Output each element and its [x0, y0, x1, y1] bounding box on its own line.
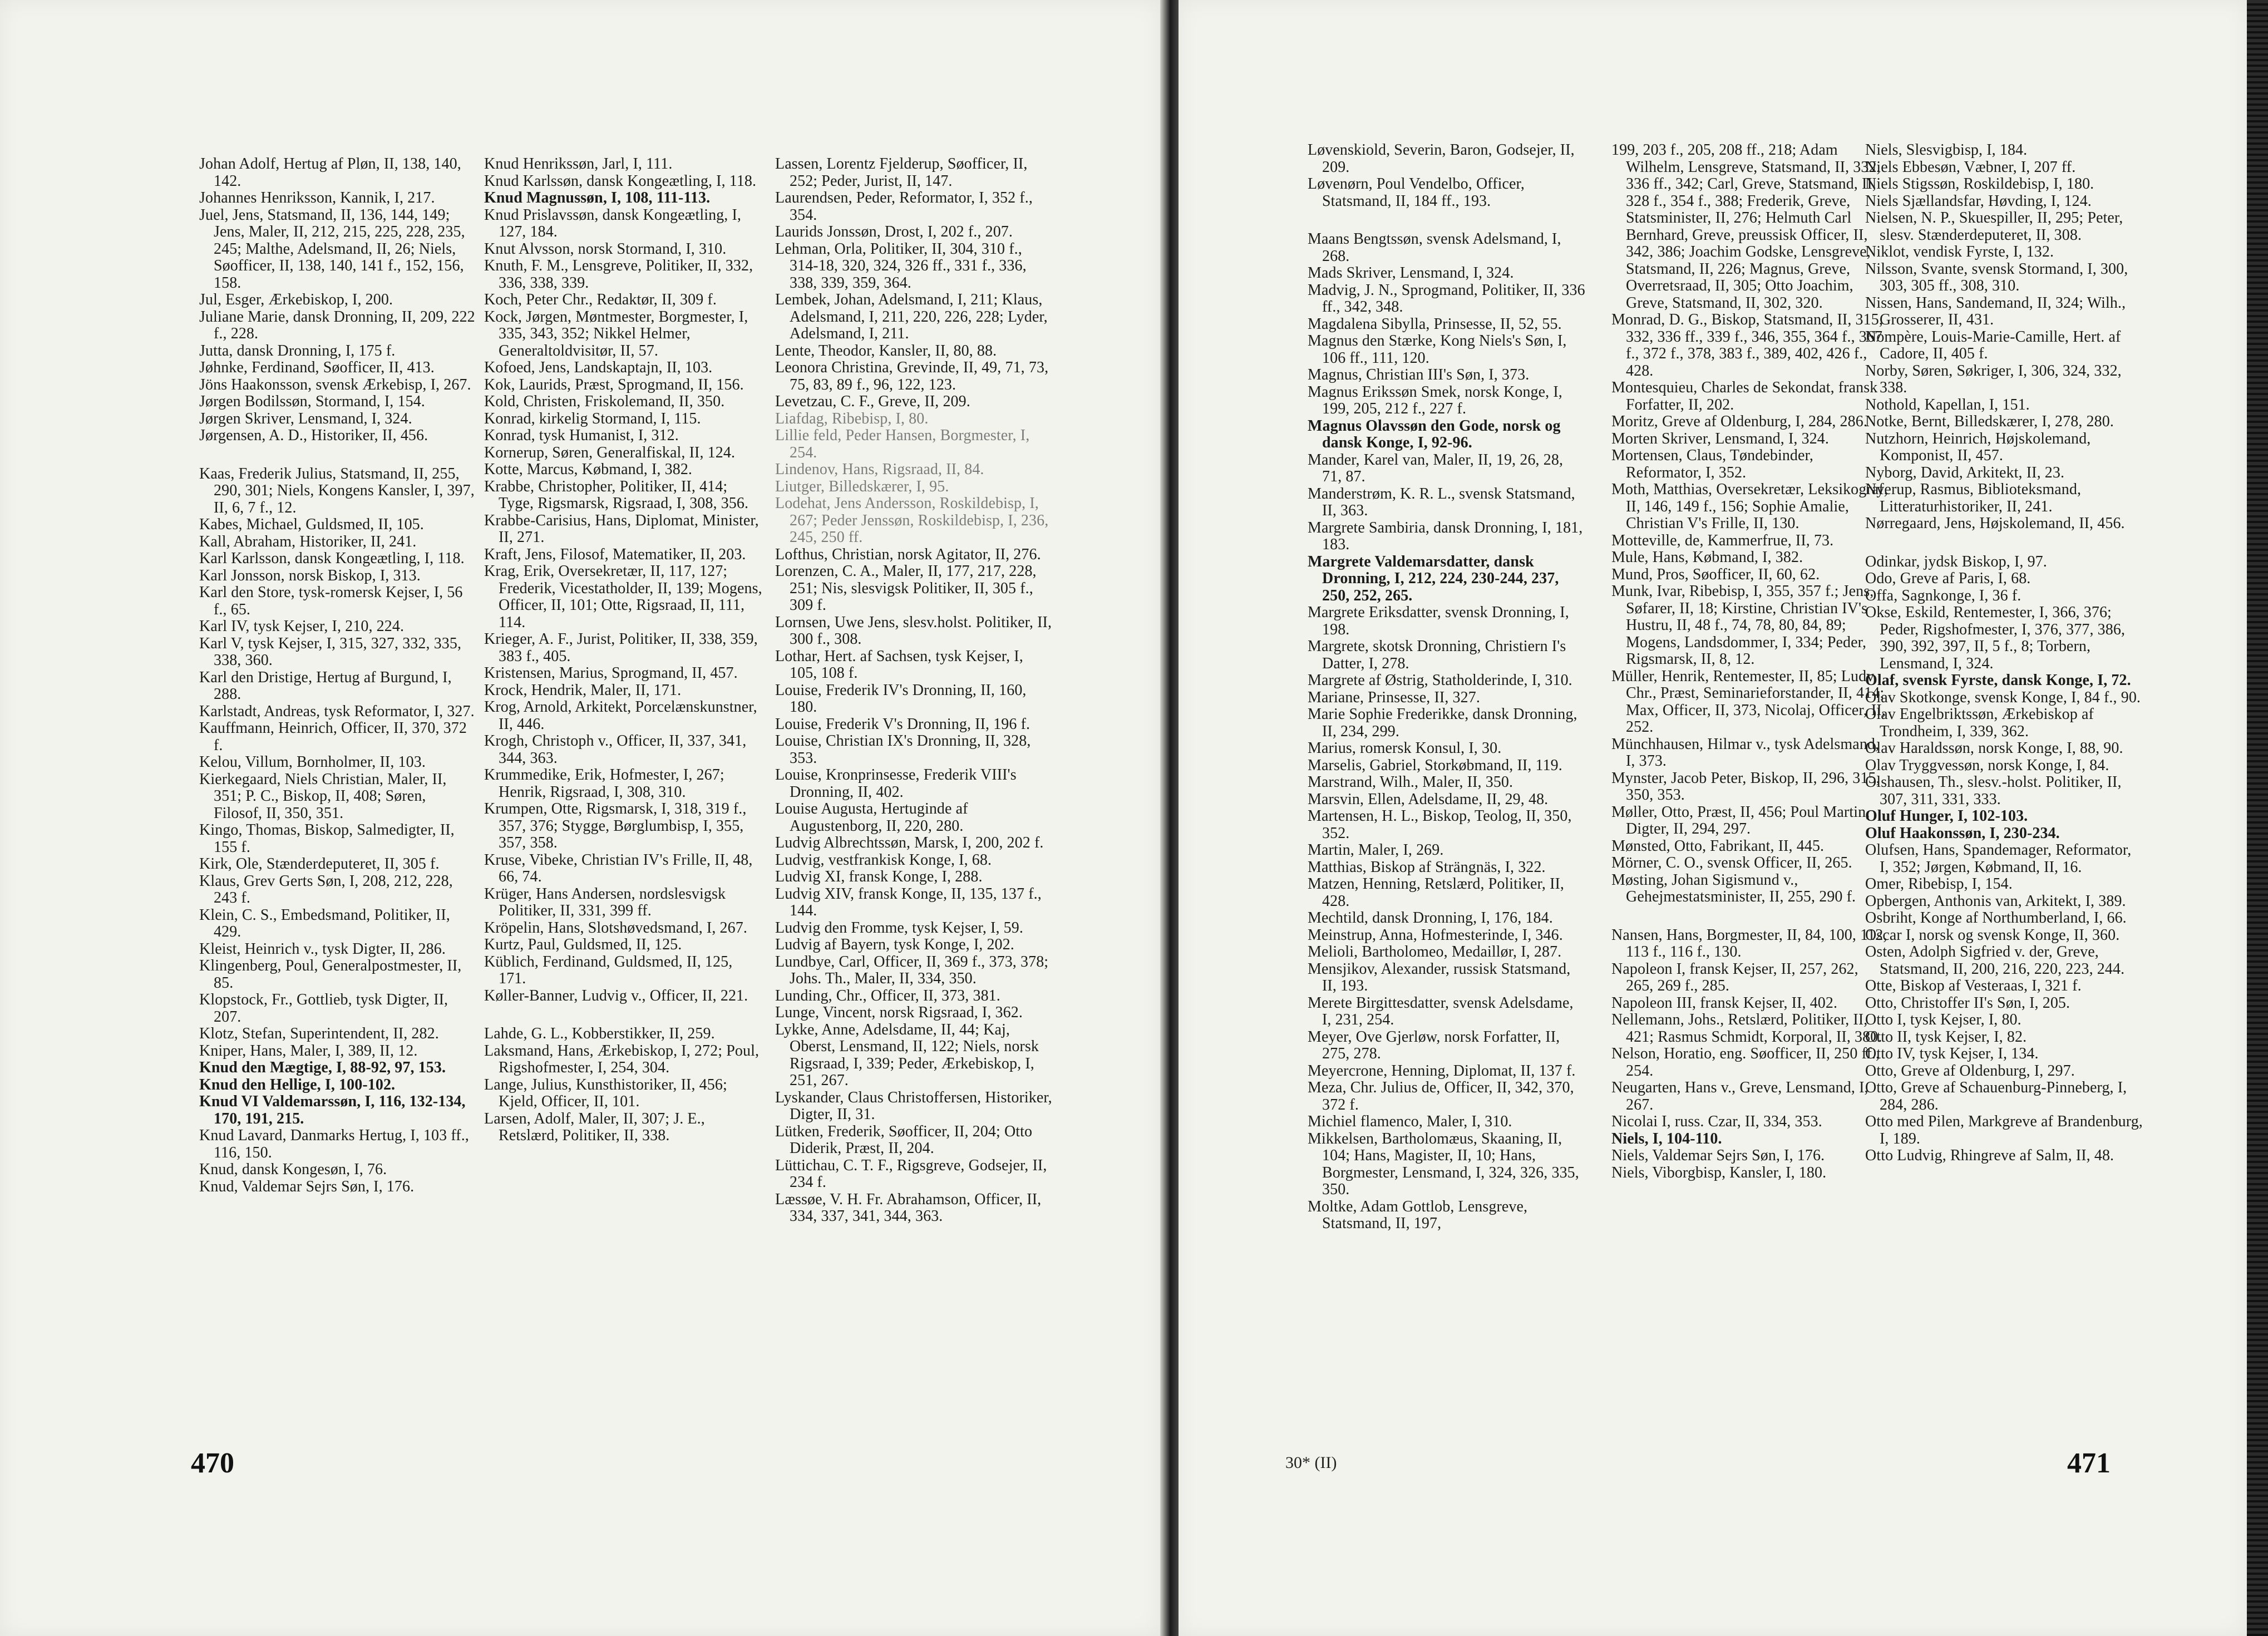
index-entry: Krabbe-Carisius, Hans, Diplomat, Minister, II, 271. — [484, 511, 759, 546]
index-entry: Niels, Valdemar Sejrs Søn, I, 176. — [1611, 1147, 1825, 1164]
index-entry: Knud Magnussøn, I, 108, 111-113. — [484, 189, 711, 206]
index-entry: Jøhnke, Ferdinand, Søofficer, II, 413. — [199, 359, 435, 376]
page-number-left: 470 — [191, 1447, 234, 1479]
index-entry: Neugarten, Hans v., Greve, Lensmand, I, 267. — [1611, 1079, 1868, 1113]
index-entry: Olav Tryggvessøn, norsk Konge, I, 84. — [1865, 756, 2109, 774]
index-entry: Lunding, Chr., Officer, II, 373, 381. — [775, 987, 1000, 1004]
index-entry: Otto, Greve af Schauenburg-Pinneberg, I, 284, 286. — [1865, 1079, 2127, 1113]
index-entry: Niels Ebbesøn, Væbner, I, 207 ff. — [1865, 158, 2076, 176]
index-entry: Krüger, Hans Andersen, nordslesvigsk Politiker, II, 331, 399 ff. — [484, 885, 726, 919]
index-entry: Magnus Olavssøn den Gode, norsk og dansk Konge, I, 92-96. — [1308, 417, 1561, 451]
index-entry: Magnus, Christian III's Søn, I, 373. — [1308, 366, 1530, 383]
index-entry: Moth, Matthias, Oversekretær, Leksikograf, II, 146, 149 f., 156; Sophie Amalie, Christian V's Frille, II, 130. — [1611, 481, 1888, 532]
index-entry: Lehman, Orla, Politiker, II, 304, 310 f., 314-18, 320, 324, 326 ff., 331 f., 336, 338, 339, 359, 364. — [775, 240, 1027, 292]
index-entry: Meza, Chr. Julius de, Officer, II, 342, 370, 372 f. — [1308, 1079, 1574, 1113]
index-entry: Nørregaard, Jens, Højskolemand, II, 456. — [1865, 515, 2125, 532]
index-entry: Lyskander, Claus Christoffersen, Historiker, Digter, II, 31. — [775, 1088, 1052, 1123]
index-entry: Knut Alvsson, norsk Stormand, I, 310. — [484, 240, 727, 258]
index-entry: Otte, Biskop af Vesteraas, I, 321 f. — [1865, 977, 2082, 994]
index-entry: Kurtz, Paul, Guldsmed, II, 125. — [484, 936, 682, 953]
index-entry: Nutzhorn, Heinrich, Højskolemand, Komponist, II, 457. — [1865, 430, 2091, 464]
index-entry: Offa, Sagnkonge, I, 36 f. — [1865, 587, 2022, 604]
index-entry: Juliane Marie, dansk Dronning, II, 209, 222 f., 228. — [199, 308, 475, 342]
index-entry: Lüttichau, C. T. F., Rigsgreve, Godsejer, II, 234 f. — [775, 1156, 1047, 1191]
index-entry: Martin, Maler, I, 269. — [1308, 841, 1444, 859]
index-entry: Münchhausen, Hilmar v., tysk Adelsmand, I, 373. — [1611, 735, 1880, 770]
index-entry: Munk, Ivar, Ribebisp, I, 355, 357 f.; Jens, Søfarer, II, 18; Kirstine, Christian IV's Hustru, II, 48 f., 74, 78, 80, 84, 89; Mogens, Landsdommer, I, 334; Peder, Rigsmarsk, II, 8, 12. — [1611, 583, 1874, 668]
index-entry: Jutta, dansk Dronning, I, 175 f. — [199, 342, 396, 359]
index-entry: Nelson, Horatio, eng. Søofficer, II, 250 ff., 254. — [1611, 1045, 1880, 1080]
index-entry: Mads Skriver, Lensmand, I, 324. — [1308, 264, 1514, 282]
index-entry: Nielsen, N. P., Skuespiller, II, 295; Peter, slesv. Stænderdeputeret, II, 308. — [1865, 209, 2123, 244]
index-entry: Montesquieu, Charles de Sekondat, fransk Forfatter, II, 202. — [1611, 379, 1878, 413]
index-entry: Johannes Henriksson, Kannik, I, 217. — [199, 189, 435, 206]
index-entry: Kruse, Vibeke, Christian IV's Frille, II, 48, 66, 74. — [484, 851, 753, 885]
index-entry: Louise, Frederik IV's Dronning, II, 160, 180. — [775, 681, 1027, 716]
index-entry: Mörner, C. O., svensk Officer, II, 265. — [1611, 854, 1852, 871]
index-entry: Nellemann, Johs., Retslærd, Politiker, II, 421; Rasmus Schmidt, Korporal, II, 380. — [1611, 1011, 1882, 1046]
index-column-4 — [1308, 142, 1586, 1233]
index-entry: Køller-Banner, Ludvig v., Officer, II, 221. — [484, 987, 748, 1004]
index-entry: Knud, Valdemar Sejrs Søn, I, 176. — [199, 1177, 415, 1195]
index-entry: Oluf Hunger, I, 102-103. — [1865, 807, 2028, 825]
index-entry: Louise Augusta, Hertuginde af Augustenborg, II, 220, 280. — [775, 800, 968, 835]
index-entry: Matthias, Biskop af Strängnäs, I, 322. — [1308, 858, 1546, 876]
book-gutter — [1160, 0, 1179, 1636]
index-entry: Magnus den Stærke, Kong Niels's Søn, I, 106 ff., 111, 120. — [1308, 332, 1567, 367]
index-entry: Magnus Erikssøn Smek, norsk Konge, I, 199, 205, 212 f., 227 f. — [1308, 383, 1562, 417]
index-entry: Napoleon I, fransk Kejser, II, 257, 262, 265, 269 f., 285. — [1611, 960, 1858, 994]
index-entry: Krag, Erik, Oversekretær, II, 117, 127; Frederik, Vicestatholder, II, 139; Mogens, Officer, II, 101; Otte, Rigsraad, II, 111, 114. — [484, 563, 762, 631]
index-entry: Lunge, Vincent, norsk Rigsraad, I, 362. — [775, 1004, 1023, 1021]
index-entry: Kierkegaard, Niels Christian, Maler, II, 351; P. C., Biskop, II, 408; Søren, Filosof, II, 350, 351. — [199, 770, 447, 822]
index-entry: Kleist, Heinrich v., tysk Digter, II, 286. — [199, 940, 446, 958]
index-entry: Moltke, Adam Gottlob, Lensgreve, Statsmand, II, 197, — [1308, 1198, 1528, 1232]
index-entry: Kaas, Frederik Julius, Statsmand, II, 255, 290, 301; Niels, Kongens Kansler, I, 397, II, 6, 7 f., 12. — [199, 465, 475, 516]
index-entry: Levetzau, C. F., Greve, II, 209. — [775, 393, 970, 410]
index-entry: Manderstrøm, K. R. L., svensk Statsmand, II, 363. — [1308, 485, 1575, 519]
index-entry: Otto, Greve af Oldenburg, I, 297. — [1865, 1062, 2075, 1080]
index-entry: Marsvin, Ellen, Adelsdame, II, 29, 48. — [1308, 790, 1549, 808]
index-entry: Magdalena Sibylla, Prinsesse, II, 52, 55. — [1308, 315, 1562, 333]
index-entry: Olav Haraldssøn, norsk Konge, I, 88, 90. — [1865, 740, 2123, 757]
index-entry: Norby, Søren, Søkriger, I, 306, 324, 332, 338. — [1865, 362, 2122, 396]
index-entry: Nyerup, Rasmus, Biblioteksmand, Litteraturhistoriker, II, 241. — [1865, 481, 2082, 515]
index-entry: Lorenzen, C. A., Maler, II, 177, 217, 228, 251; Nis, slesvigsk Politiker, II, 305 f., 309 f. — [775, 563, 1037, 614]
index-column-6 — [1865, 142, 2143, 1165]
index-entry: Kornerup, Søren, Generalfiskal, II, 124. — [484, 444, 736, 461]
page-number-right: 471 — [2067, 1447, 2111, 1479]
index-entry: Mule, Hans, Købmand, I, 382. — [1611, 549, 1803, 566]
index-entry: Jørgensen, A. D., Historiker, II, 456. — [199, 427, 428, 444]
index-entry: Motteville, de, Kammerfrue, II, 73. — [1611, 531, 1834, 549]
index-entry: Monrad, D. G., Biskop, Statsmand, II, 315, 332, 336 ff., 339 f., 346, 355, 364 f., 367 f., 372 f., 378, 383 f., 389, 402, 426 f., 428. — [1611, 311, 1883, 380]
index-entry: Morten Skriver, Lensmand, I, 324. — [1611, 430, 1829, 447]
index-entry: Liafdag, Ribebisp, I, 80. — [775, 410, 929, 427]
index-entry: Nyborg, David, Arkitekt, II, 23. — [1865, 464, 2065, 481]
section-gap — [199, 445, 477, 466]
index-entry: Odinkar, jydsk Biskop, I, 97. — [1865, 553, 2047, 570]
signature-mark: 30* (II) — [1285, 1453, 1337, 1472]
index-entry: Krabbe, Christopher, Politiker, II, 414; Tyge, Rigsmarsk, Rigsraad, I, 308, 356. — [484, 477, 749, 512]
index-entry: Knud VI Valdemarssøn, I, 116, 132-134, 170, 191, 215. — [199, 1093, 466, 1127]
index-entry: Margrete af Østrig, Statholderinde, I, 310. — [1308, 672, 1572, 689]
index-entry: Karl IV, tysk Kejser, I, 210, 224. — [199, 618, 405, 635]
index-entry: Knud Prislavssøn, dansk Kongeætling, I, 127, 184. — [484, 206, 742, 240]
index-entry: Jørgen Bodilssøn, Stormand, I, 154. — [199, 393, 425, 410]
index-entry: Lornsen, Uwe Jens, slesv.holst. Politiker, II, 300 f., 308. — [775, 613, 1052, 648]
index-entry: Omer, Ribebisp, I, 154. — [1865, 875, 2013, 893]
index-entry: Nothold, Kapellan, I, 151. — [1865, 396, 2030, 413]
index-entry: Johan Adolf, Hertug af Pløn, II, 138, 140, 142. — [199, 155, 461, 190]
index-entry: Juel, Jens, Statsmand, II, 136, 144, 149; Jens, Maler, II, 212, 215, 225, 228, 235, 245; Malthe, Adelsmand, II, 26; Niels, Søofficer, II, 138, 140, 141 f., 152, 156, 158. — [199, 206, 465, 292]
index-entry: Knuth, F. M., Lensgreve, Politiker, II, 332, 336, 338, 339. — [484, 257, 753, 292]
index-entry: Klopstock, Fr., Gottlieb, tysk Digter, II, 207. — [199, 991, 448, 1026]
index-entry: Laksmand, Hans, Ærkebiskop, I, 272; Poul, Rigshofmester, I, 254, 304. — [484, 1042, 760, 1076]
index-entry: Mechtild, dansk Dronning, I, 176, 184. — [1308, 909, 1553, 927]
index-entry: Louise, Kronprinsesse, Frederik VIII's Dronning, II, 402. — [775, 766, 1017, 801]
index-entry: Mund, Pros, Søofficer, II, 60, 62. — [1611, 565, 1820, 583]
index-entry: Margrete Sambiria, dansk Dronning, I, 181, 183. — [1308, 519, 1583, 553]
index-entry: Okse, Eskild, Rentemester, I, 366, 376; Peder, Rigshofmester, I, 376, 377, 386, 390, 392, 397, II, 5 f., 8; Torbern, Lensmand, I, 324. — [1865, 604, 2126, 672]
index-entry: Kofoed, Jens, Landskaptajn, II, 103. — [484, 359, 713, 376]
index-entry: Niels, Slesvigbisp, I, 184. — [1865, 141, 2028, 159]
index-entry: Knud Karlssøn, dansk Kongeætling, I, 118. — [484, 172, 757, 190]
index-entry: Otto, Christoffer II's Søn, I, 205. — [1865, 994, 2070, 1012]
index-entry: Klein, C. S., Embedsmand, Politiker, II, 429. — [199, 906, 450, 940]
index-entry: Oluf Haakonssøn, I, 230-234. — [1865, 824, 2060, 842]
index-entry: Merete Birgittesdatter, svensk Adelsdame, I, 231, 254. — [1308, 994, 1574, 1028]
index-entry: Otto IV, tysk Kejser, I, 134. — [1865, 1045, 2039, 1062]
index-entry: Krummedike, Erik, Hofmester, I, 267; Henrik, Rigsraad, I, 308, 310. — [484, 766, 724, 801]
index-entry: Lahde, G. L., Kobberstikker, II, 259. — [484, 1025, 715, 1042]
index-entry: Meinstrup, Anna, Hofmesterinde, I, 346. — [1308, 926, 1563, 944]
index-entry: Kelou, Villum, Bornholmer, II, 103. — [199, 753, 426, 771]
index-entry: Konrad, kirkelig Stormand, I, 115. — [484, 410, 701, 427]
index-entry: Nompère, Louis-Marie-Camille, Hert. af Cadore, II, 405 f. — [1865, 328, 2121, 362]
index-entry: Karl V, tysk Kejser, I, 315, 327, 332, 335, 338, 360. — [199, 634, 462, 669]
index-entry: Konrad, tysk Humanist, I, 312. — [484, 427, 679, 444]
index-entry: Lodehat, Jens Andersson, Roskildebisp, I, 267; Peder Jenssøn, Roskildebisp, I, 236, 245, 250 ff. — [775, 495, 1049, 546]
right-page — [1179, 0, 2247, 1636]
index-entry: Lykke, Anne, Adelsdame, II, 44; Kaj, Oberst, Lensmand, II, 122; Niels, norsk Rigsraad, I, 339; Peder, Ærkebiskop, I, 251, 267. — [775, 1021, 1039, 1089]
index-entry: Larsen, Adolf, Maler, II, 307; J. E., Retslærd, Politiker, II, 338. — [484, 1110, 705, 1144]
index-entry: Møsting, Johan Sigismund v., Gehejmestatsminister, II, 255, 290 f. — [1611, 871, 1856, 905]
index-entry: Margrete, skotsk Dronning, Christiern I's Datter, I, 278. — [1308, 638, 1566, 672]
index-entry: Jöns Haakonsson, svensk Ærkebisp, I, 267. — [199, 376, 471, 393]
index-entry: Laurids Jonssøn, Drost, I, 202 f., 207. — [775, 223, 1013, 240]
index-entry: Lundbye, Carl, Officer, II, 369 f., 373, 378; Johs. Th., Maler, II, 334, 350. — [775, 953, 1049, 987]
index-entry: Olav Engelbriktssøn, Ærkebiskop af Trondheim, I, 339, 362. — [1865, 706, 2094, 740]
index-entry: Osbriht, Konge af Northumberland, I, 66. — [1865, 909, 2127, 927]
index-entry: Matzen, Henning, Retslærd, Politiker, II, 428. — [1308, 875, 1565, 910]
index-entry: Lillie feld, Peder Hansen, Borgmester, I, 254. — [775, 427, 1030, 461]
index-column-3 — [775, 156, 1053, 1225]
index-entry: Karl Karlsson, dansk Kongeætling, I, 118. — [199, 550, 465, 567]
index-entry: Knud, dansk Kongesøn, I, 76. — [199, 1161, 387, 1178]
section-gap — [1611, 906, 1890, 927]
index-entry: Kristensen, Marius, Sprogmand, II, 457. — [484, 664, 738, 682]
index-entry: Margrete Valdemarsdatter, dansk Dronning, I, 212, 224, 230-244, 237, 250, 252, 265. — [1308, 553, 1559, 604]
index-entry: Lütken, Frederik, Søofficer, II, 204; Otto Diderik, Præst, II, 204. — [775, 1122, 1033, 1157]
index-entry: Nilsson, Svante, svensk Stormand, I, 300, 303, 305 ff., 308, 310. — [1865, 260, 2128, 294]
index-entry: Müller, Henrik, Rentemester, II, 85; Ludv. Chr., Præst, Seminarieforstander, II, 414; Max, Officer, II, 373, Nicolaj, Officer, II, 252. — [1611, 667, 1886, 736]
index-entry: Olshausen, Th., slesv.-holst. Politiker, II, 307, 311, 331, 333. — [1865, 773, 2122, 808]
index-entry: Lindenov, Hans, Rigsraad, II, 84. — [775, 461, 984, 478]
index-entry: Otto med Pilen, Markgreve af Brandenburg, I, 189. — [1865, 1113, 2143, 1147]
index-entry: Niels Stigssøn, Roskildebisp, I, 180. — [1865, 175, 2094, 193]
index-entry: Michiel flamenco, Maler, I, 310. — [1308, 1113, 1512, 1130]
index-entry: Lofthus, Christian, norsk Agitator, II, 276. — [775, 545, 1041, 563]
index-entry: Marselis, Gabriel, Storkøbmand, II, 119. — [1308, 756, 1562, 774]
index-column-2 — [484, 156, 762, 1145]
index-entry: Ludvig, vestfrankisk Konge, I, 68. — [775, 851, 992, 869]
index-entry: Mortensen, Claus, Tøndebinder, Reformator, I, 352. — [1611, 447, 1813, 481]
index-entry: Klingenberg, Poul, Generalpostmester, II, 85. — [199, 957, 462, 992]
index-entry: Knud den Mægtige, I, 88-92, 97, 153. — [199, 1059, 446, 1076]
index-entry: Lothar, Hert. af Sachsen, tysk Kejser, I, 105, 108 f. — [775, 647, 1023, 682]
index-entry: Marius, romersk Konsul, I, 30. — [1308, 740, 1502, 757]
index-entry: 199, 203 f., 205, 208 ff., 218; Adam Wilhelm, Lensgreve, Statsmand, II, 332, 336 ff., 342; Carl, Greve, Statsmand, II, 328 f., 354 f., 388; Frederik, Greve, Statsminister, II, 276; Helmuth Carl Bernhard, Greve, preussisk Officer, II, 342, 386; Joachim Godske, Lensgreve, Statsmand, II, 226; Magnus, Greve, Overretsraad, II, 305; Otto Joachim, Greve, Statsmand, II, 302, 320. — [1611, 141, 1881, 312]
index-entry: Ludvig XIV, fransk Konge, II, 135, 137 f., 144. — [775, 885, 1042, 919]
index-entry: Lange, Julius, Kunsthistoriker, II, 456; Kjeld, Officer, II, 101. — [484, 1076, 727, 1110]
index-entry: Karl den Store, tysk-romersk Kejser, I, 56 f., 65. — [199, 584, 463, 618]
index-entry: Mønsted, Otto, Fabrikant, II, 445. — [1611, 837, 1825, 855]
index-entry: Odo, Greve af Paris, I, 68. — [1865, 570, 2031, 587]
index-entry: Nicolai I, russ. Czar, II, 334, 353. — [1611, 1113, 1822, 1130]
section-gap — [1865, 533, 2143, 554]
index-entry: Olufsen, Hans, Spandemager, Reformator, I, 352; Jørgen, Købmand, II, 16. — [1865, 841, 2132, 876]
index-entry: Lembek, Johan, Adelsmand, I, 211; Klaus, Adelsmand, I, 211, 220, 226, 228; Lyder, Adelsmand, I, 211. — [775, 291, 1048, 342]
index-entry: Koch, Peter Chr., Redaktør, II, 309 f. — [484, 291, 717, 308]
index-entry: Knud Lavard, Danmarks Hertug, I, 103 ff., 116, 150. — [199, 1127, 469, 1161]
index-entry: Knud Henrikssøn, Jarl, I, 111. — [484, 155, 673, 173]
index-entry: Olav Skotkonge, svensk Konge, I, 84 f., 90. — [1865, 688, 2141, 706]
index-entry: Krieger, A. F., Jurist, Politiker, II, 338, 359, 383 f., 405. — [484, 630, 758, 665]
index-entry: Jul, Esger, Ærkebiskop, I, 200. — [199, 291, 393, 308]
index-entry: Kröpelin, Hans, Slotshøvedsmand, I, 267. — [484, 919, 747, 937]
index-entry: Ludvig Albrechtssøn, Marsk, I, 200, 202 f. — [775, 834, 1044, 851]
index-entry: Læssøe, V. H. Fr. Abrahamson, Officer, II, 334, 337, 341, 344, 363. — [775, 1190, 1042, 1225]
index-entry: Louise, Christian IX's Dronning, II, 328, 353. — [775, 732, 1031, 767]
index-entry: Jørgen Skriver, Lensmand, I, 324. — [199, 410, 412, 427]
index-entry: Lente, Theodor, Kansler, II, 80, 88. — [775, 342, 997, 359]
index-entry: Krogh, Christoph v., Officer, II, 337, 341, 344, 363. — [484, 732, 747, 767]
section-gap — [484, 1004, 762, 1026]
index-entry: Niels, I, 104-110. — [1611, 1130, 1722, 1147]
index-entry: Kabes, Michael, Guldsmed, II, 105. — [199, 516, 424, 533]
index-entry: Ludvig den Fromme, tysk Kejser, I, 59. — [775, 919, 1023, 937]
index-entry: Kauffmann, Heinrich, Officer, II, 370, 372 f. — [199, 720, 467, 754]
index-entry: Kraft, Jens, Filosof, Matematiker, II, 203. — [484, 545, 746, 563]
index-entry: Kall, Abraham, Historiker, II, 241. — [199, 533, 417, 550]
index-entry: Karlstadt, Andreas, tysk Reformator, I, 327. — [199, 702, 475, 720]
index-entry: Osten, Adolph Sigfried v. der, Greve, Statsmand, II, 200, 216, 220, 223, 244. — [1865, 943, 2125, 978]
index-entry: Maans Bengtssøn, svensk Adelsmand, I, 268. — [1308, 230, 1561, 265]
index-entry: Marstrand, Wilh., Maler, II, 350. — [1308, 773, 1513, 791]
index-entry: Opbergen, Anthonis van, Arkitekt, I, 389. — [1865, 892, 2126, 910]
index-entry: Knud den Hellige, I, 100-102. — [199, 1076, 396, 1093]
index-entry: Otto Ludvig, Rhingreve af Salm, II, 48. — [1865, 1147, 2114, 1164]
index-entry: Ludvig XI, fransk Konge, I, 288. — [775, 868, 983, 885]
index-entry: Mynster, Jacob Peter, Biskop, II, 296, 315, 350, 353. — [1611, 769, 1880, 804]
index-entry: Møller, Otto, Præst, II, 456; Poul Martin, Digter, II, 294, 297. — [1611, 803, 1870, 837]
index-entry: Marie Sophie Frederikke, dansk Dronning, II, 234, 299. — [1308, 706, 1577, 740]
index-entry: Krock, Hendrik, Maler, II, 171. — [484, 681, 682, 699]
index-entry: Leonora Christina, Grevinde, II, 49, 71, 73, 75, 83, 89 f., 96, 122, 123. — [775, 359, 1049, 393]
index-column-5 — [1611, 142, 1890, 1181]
index-entry: Melioli, Bartholomeo, Medaillør, I, 287. — [1308, 943, 1562, 960]
index-entry: Klaus, Grev Gerts Søn, I, 208, 212, 228, 243 f. — [199, 872, 453, 906]
index-column-1 — [199, 156, 477, 1195]
index-entry: Mariane, Prinsesse, II, 327. — [1308, 688, 1480, 706]
index-entry: Løvenskiold, Severin, Baron, Godsejer, II, 209. — [1308, 141, 1575, 176]
index-entry: Niels, Viborgbisp, Kansler, I, 180. — [1611, 1164, 1827, 1181]
index-entry: Otto I, tysk Kejser, I, 80. — [1865, 1011, 2022, 1028]
index-entry: Kingo, Thomas, Biskop, Salmedigter, II, 155 f. — [199, 821, 455, 856]
section-gap — [1308, 210, 1586, 231]
index-entry: Niklot, vendisk Fyrste, I, 132. — [1865, 243, 2054, 260]
index-entry: Küblich, Ferdinand, Guldsmed, II, 125, 171. — [484, 953, 733, 987]
index-entry: Klotz, Stefan, Superintendent, II, 282. — [199, 1025, 439, 1042]
index-entry: Kniper, Hans, Maler, I, 389, II, 12. — [199, 1042, 418, 1060]
index-entry: Napoleon III, fransk Kejser, II, 402. — [1611, 994, 1838, 1012]
index-entry: Meyer, Ove Gjerløw, norsk Forfatter, II, 275, 278. — [1308, 1028, 1560, 1062]
index-entry: Mander, Karel van, Maler, II, 19, 26, 28, 71, 87. — [1308, 451, 1564, 485]
index-entry: Ludvig af Bayern, tysk Konge, I, 202. — [775, 936, 1014, 953]
index-entry: Krumpen, Otte, Rigsmarsk, I, 318, 319 f., 357, 376; Stygge, Børglumbisp, I, 355, 357, 358. — [484, 800, 747, 851]
index-entry: Mensjikov, Alexander, russisk Statsmand, II, 193. — [1308, 960, 1571, 994]
index-entry: Liutger, Billedskærer, I, 95. — [775, 477, 949, 495]
index-entry: Niels Sjællandsfar, Høvding, I, 124. — [1865, 192, 2092, 210]
index-entry: Løvenørn, Poul Vendelbo, Officer, Statsmand, II, 184 ff., 193. — [1308, 175, 1525, 210]
index-entry: Mikkelsen, Bartholomæus, Skaaning, II, 104; Hans, Magister, II, 10; Hans, Borgmester, Lensmand, I, 324, 326, 335, 350. — [1308, 1130, 1579, 1198]
index-entry: Laurendsen, Peder, Reformator, I, 352 f., 354. — [775, 189, 1033, 224]
index-entry: Martensen, H. L., Biskop, Teolog, II, 350, 352. — [1308, 807, 1572, 842]
index-entry: Nissen, Hans, Sandemand, II, 324; Wilh., Grosserer, II, 431. — [1865, 294, 2126, 328]
index-entry: Kirk, Ole, Stænderdeputeret, II, 305 f. — [199, 855, 440, 873]
index-entry: Moritz, Greve af Oldenburg, I, 284, 286. — [1611, 413, 1867, 430]
index-entry: Karl den Dristige, Hertug af Burgund, I, 288. — [199, 668, 452, 703]
index-entry: Oscar I, norsk og svensk Konge, II, 360. — [1865, 926, 2120, 944]
index-entry: Kock, Jørgen, Møntmester, Borgmester, I, 335, 343, 352; Nikkel Helmer, Generaltoldvisitør, II, 57. — [484, 308, 748, 359]
index-entry: Kok, Laurids, Præst, Sprogmand, II, 156. — [484, 376, 744, 393]
index-entry: Lassen, Lorentz Fjelderup, Søofficer, II, 252; Peder, Jurist, II, 147. — [775, 155, 1028, 190]
index-entry: Otto II, tysk Kejser, I, 82. — [1865, 1028, 2027, 1046]
page-edge — [2247, 0, 2268, 1636]
index-entry: Krog, Arnold, Arkitekt, Porcelænskunstner, II, 446. — [484, 698, 757, 733]
index-entry: Louise, Frederik V's Dronning, II, 196 f. — [775, 715, 1031, 733]
index-entry: Notke, Bernt, Billedskærer, I, 278, 280. — [1865, 413, 2114, 430]
index-entry: Margrete Eriksdatter, svensk Dronning, I, 198. — [1308, 604, 1569, 638]
index-entry: Madvig, J. N., Sprogmand, Politiker, II, 336 ff., 342, 348. — [1308, 281, 1585, 316]
index-entry: Meyercrone, Henning, Diplomat, II, 137 f. — [1308, 1062, 1576, 1080]
index-entry: Nansen, Hans, Borgmester, II, 84, 100, 112, 113 f., 116 f., 130. — [1611, 926, 1887, 960]
index-entry: Olaf, svensk Fyrste, dansk Konge, I, 72. — [1865, 672, 2131, 689]
index-entry: Kold, Christen, Friskolemand, II, 350. — [484, 393, 725, 410]
index-entry: Kotte, Marcus, Købmand, I, 382. — [484, 461, 693, 478]
index-entry: Karl Jonsson, norsk Biskop, I, 313. — [199, 566, 421, 584]
